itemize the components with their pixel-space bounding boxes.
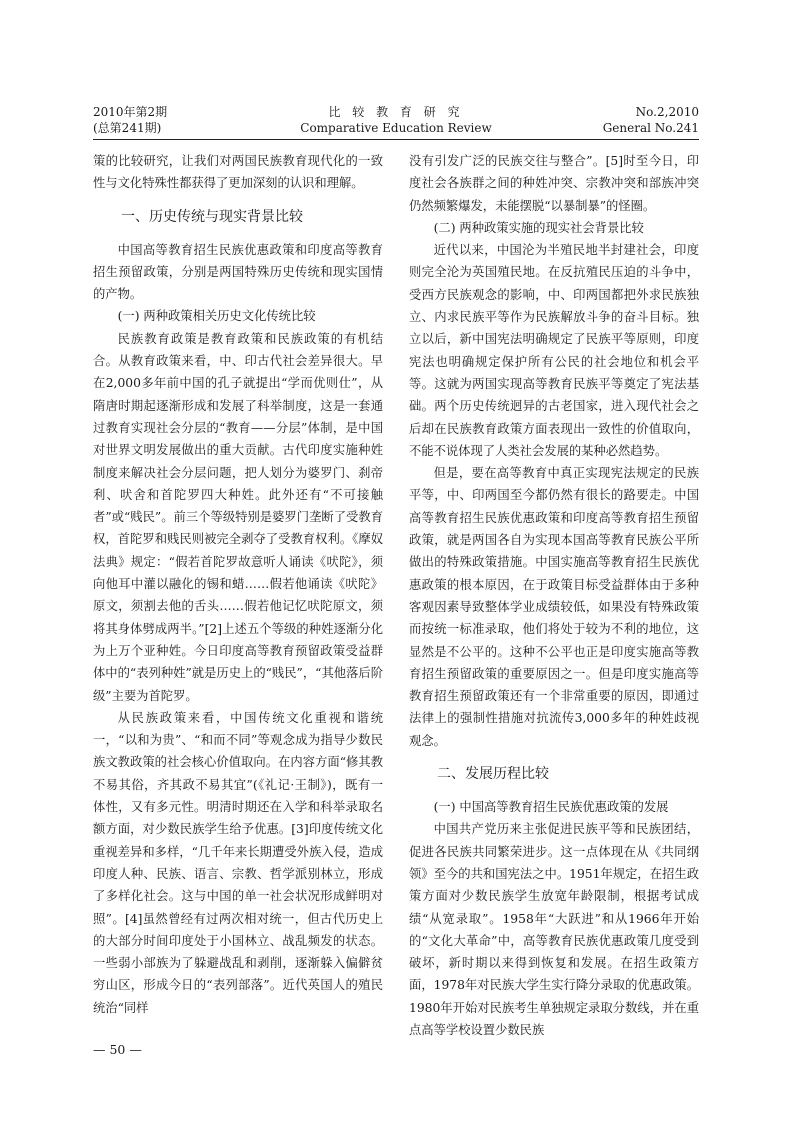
section-1-intro: 中国高等教育招生民族优惠政策和印度高等教育招生预留政策，分别是两国特殊历史传统和现实国情的产物。 — [93, 242, 383, 302]
journal-title-en: Comparative Education Review — [300, 121, 492, 135]
section-2-heading: 二、发展历程比较 — [437, 766, 549, 783]
issue-info-en — [603, 104, 699, 136]
section-1-heading: 一、历史传统与现实背景比较 — [121, 208, 303, 225]
left-column — [93, 150, 383, 1019]
subsection-1-heading: (一) 两种政策相关历史文化传统比较 — [117, 309, 316, 324]
header-divider — [93, 139, 699, 140]
running-header — [93, 104, 699, 138]
paragraph-education-policy: 民族教育政策是教育政策和民族政策的有机结合。从教育政策来看，中、印古代社会差异很大。早在2,000多年前中国的孔子就提出“学而优则仕”，从隋唐时期起逐渐形成和发展了科举制度，这是一套通过教育实现社会分层的“教育——分层”体制，是中国对世界文明发展做出的重大贡献。古代印度实施种姓制度来解决社会分层问题，把人划分为婆罗门、刹帝利、吠舍和首陀罗四大种姓。此外还有“不可接触者”或“贱民”。前三个等级特别是婆罗门垄断了受教育权，首陀罗和贱民则被完全剥夺了受教育权利。《摩奴法典》规定：“假若首陀罗故意听人诵读《吠陀》，须向他耳中灌以融化的锡和蜡……假若他诵读《吠陀》原文，须割去他的舌头……假若他记忆吠陀原文，须将其身体劈成两半。”[2]上述五个等级的种姓逐渐分化为上万个亚种姓。今日印度高等教育预留政策受益群体中的“表列种姓”就是历史上的“贱民”，“其他落后阶级”主要为首陀罗。 — [93, 331, 383, 703]
right-column — [409, 150, 699, 1041]
paragraph-modern-background: 近代以来，中国沦为半殖民地半封建社会，印度则完全沦为英国殖民地。在反抗殖民压迫的斗争中，受西方民族观念的影响，中、印两国都把外求民族独立、内求民族平等作为民族解放斗争的奋斗目标。独立以后，新中国宪法明确规定了民族平等原则，印度宪法也明确规定保护所有公民的社会地位和机会平等。这就为两国实现高等教育民族平等奠定了宪法基础。两个历史传统迥异的古老国家，进入现代社会之后却在民族教育政策方面表现出一致性的价值取向，不能不说体现了人类社会发展的某种必然趋势。 — [409, 243, 699, 458]
journal-title-cn: 比 较 教 育 研 究 — [328, 105, 464, 119]
subsection-2-heading: (二) 两种政策实施的现实社会背景比较 — [433, 220, 644, 235]
page-number: — 50 — — [93, 1042, 142, 1057]
issue-number-en: No.2,2010 — [635, 105, 699, 119]
paragraph-china-development: 中国共产党历来主张促进民族平等和民族团结，促进各民族共同繁荣进步。这一点体现在从《共同纲领》至今的共和国宪法之中。1951年规定，在招生政策方面对少数民族学生放宽年龄限制，根据考试成绩“从宽录取”。1958年“大跃进”和从1966年开始的“文化大革命”中，高等教育民族优惠政策几度受到破坏，新时期以来得到恢复和发展。在招生政策方面，1978年对民族大学生实行降分录取的优惠政策。1980年开始对民族考生单独规定录取分数线，并在重点高等学校设置少数民族 — [409, 822, 699, 1037]
intro-paragraph: 策的比较研究，让我们对两国民族教育现代化的一致性与文化特殊性都获得了更加深刻的认识和理解。 — [93, 154, 383, 191]
issue-number: 2010年第2期 — [93, 105, 168, 119]
paragraph-ethnic-policy: 从民族政策来看，中国传统文化重视和谐统一，“以和为贵”、“和而不同”等观念成为指导少数民族文教政策的社会核心价值取向。在内容方面“修其教不易其俗，齐其政不易其宜”(《礼记·王制》)，既有一体性，又有多元性。明清时期还在入学和科举录取名额方面，对少数民族学生给予优惠。[3]印度传统文化重视差异和多样，“几千年来长期遭受外族入侵，造成印度人种、民族、语言、宗教、哲学派别林立，形成了多样化社会。这与中国的单一社会状况形成鲜明对照”。[4]虽然曾经有过两次相对统一，但古代历史上的大部分时间印度处于小国林立、战乱频发的状态。一些弱小部族为了躲避战乱和剥削，逐渐躲入偏僻贫穷山区，形成今日的“表列部落”。近代英国人的殖民统治“同样 — [93, 710, 383, 1015]
subsection-3-heading: (一) 中国高等教育招生民族优惠政策的发展 — [433, 800, 669, 815]
paragraph-equality-path: 但是，要在高等教育中真正实现宪法规定的民族平等，中、印两国至今都仍然有很长的路要走。中国高等教育招生民族优惠政策和印度高等教育招生预留政策，就是两国各自为实现本国高等教育民族公平所做出的特殊政策措施。中国实施高等教育招生民族优惠政策的根本原因，在于政策目标受益群体由于多种客观因素导致整体学业成绩较低，如果没有特殊政策而按统一标准录取，他们将处于较为不利的地位，这显然是不公平的。这种不公平也正是印度实施高等教育招生预留政策的重要原因之一。但是印度实施高等教育招生预留政策还有一个非常重要的原因，即通过法律上的强制性措施对抗流传3,000多年的种姓歧视观念。 — [409, 466, 699, 748]
paragraph-continued: 没有引发广泛的民族交往与整合”。[5]时至今日，印度社会各族群之间的种姓冲突、宗教冲突和部族冲突仍然频繁爆发，未能摆脱“以暴制暴”的怪圈。 — [409, 154, 699, 213]
issue-general-en: General No.241 — [602, 121, 699, 135]
issue-total: (总第241期) — [93, 121, 162, 135]
